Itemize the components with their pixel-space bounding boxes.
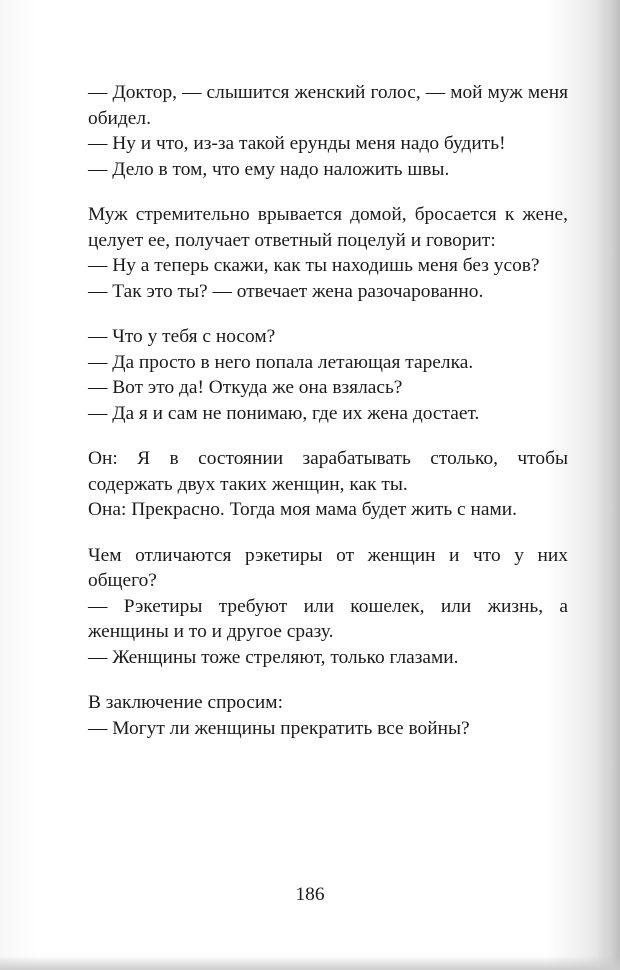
section-gap xyxy=(88,670,568,690)
paragraph: — Да я и сам не понимаю, где их жена достает. xyxy=(88,402,480,424)
paragraph: Чем отличаются рэкетиры от женщин и что у них общего? xyxy=(88,544,568,591)
paragraph: — Женщины тоже стреляют, только глазами. xyxy=(88,646,459,668)
page-text xyxy=(88,80,568,741)
page-bottom-shadow xyxy=(0,956,620,970)
section-gap xyxy=(88,182,568,202)
paragraph: — Так это ты? — отвечает жена разочарованно. xyxy=(88,280,484,302)
paragraph: — Ну и что, из-за такой ерунды меня надо будить! xyxy=(88,133,506,154)
paragraph: — Вот это да! Откуда же она взялась? xyxy=(88,377,403,398)
paragraph: — Что у тебя с носом? xyxy=(88,326,276,347)
paragraph: — Рэкетиры требуют или кошелек, или жизнь, а женщины и то и другое сразу. xyxy=(88,595,568,642)
paragraph: Муж стремительно врывается домой, бросается к жене, целует ее, получает ответный поцелуй и говорит: xyxy=(88,204,568,251)
paragraph: Он: Я в состоянии зарабатывать столько, чтобы содержать двух таких женщин, как ты. xyxy=(88,448,568,495)
page-number: 186 xyxy=(295,884,325,905)
section-gap xyxy=(88,523,568,543)
paragraph: — Доктор, — слышится женский голос, — мой муж меня обидел. xyxy=(88,82,568,129)
paragraph: Она: Прекрасно. Тогда моя мама будет жить с нами. xyxy=(88,499,517,520)
paragraph: — Ну а теперь скажи, как ты находишь меня без усов? xyxy=(88,255,540,276)
paragraph: — Могут ли женщины прекратить все войны? xyxy=(88,717,470,739)
page-edge-shadow xyxy=(598,0,620,970)
paragraph: — Дело в том, что ему надо наложить швы. xyxy=(88,158,450,180)
paragraph: В заключение спросим: xyxy=(88,692,283,713)
section-gap xyxy=(88,426,568,446)
paragraph: — Да просто в него попала летающая тарелка. xyxy=(88,351,474,373)
section-gap xyxy=(88,304,568,324)
